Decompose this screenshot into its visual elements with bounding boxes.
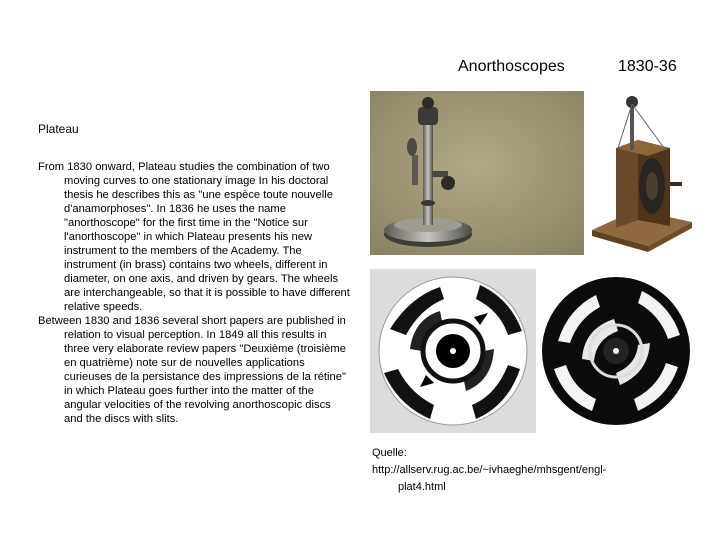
author-heading: Plateau [38, 122, 79, 136]
slide-years: 1830-36 [618, 58, 677, 75]
body-text [38, 160, 350, 426]
anorthoscope-brass-photo [370, 91, 584, 255]
paragraph-1: From 1830 onward, Plateau studies the combination of two moving curves to one stationary image In his doctoral thesis he describes this as "une espèce toute nouvelle d'anamorphoses". In 1836 he uses the name "anorthoscope" for the first time in the "Notice sur l'anorthoscope" in which Plateau presents his new instrument to the members of the Academy. The instrument (in brass) contains two wheels, different in diameter, on one axis, and driven by gears. The wheels are interchangeable, so that it is possible to have different relative speeds. [38, 161, 350, 313]
source-label: Quelle: [372, 447, 407, 459]
anorthoscopic-disc-black-photo [538, 269, 695, 433]
anorthoscope-wooden-photo [586, 90, 696, 254]
source-citation [372, 445, 652, 496]
slide-title: Anorthoscopes [458, 58, 565, 75]
source-url[interactable]: http://allserv.rug.ac.be/~ivhaeghe/mhsgent/engl-plat4.html [372, 464, 607, 493]
paragraph-2: Between 1830 and 1836 several short papers are published in relation to visual perception. In 1849 all this results in three very elaborate review papers "Deuxième (troisième en quatrième) note sur de nouvelles applications curieuses de la persistance des impressions de la rétine" in which Plateau goes further into the matter of the angular velocities of the revolving anorthoscopic discs and the discs with slits. [38, 315, 346, 425]
anorthoscopic-disc-white-photo [370, 269, 536, 433]
